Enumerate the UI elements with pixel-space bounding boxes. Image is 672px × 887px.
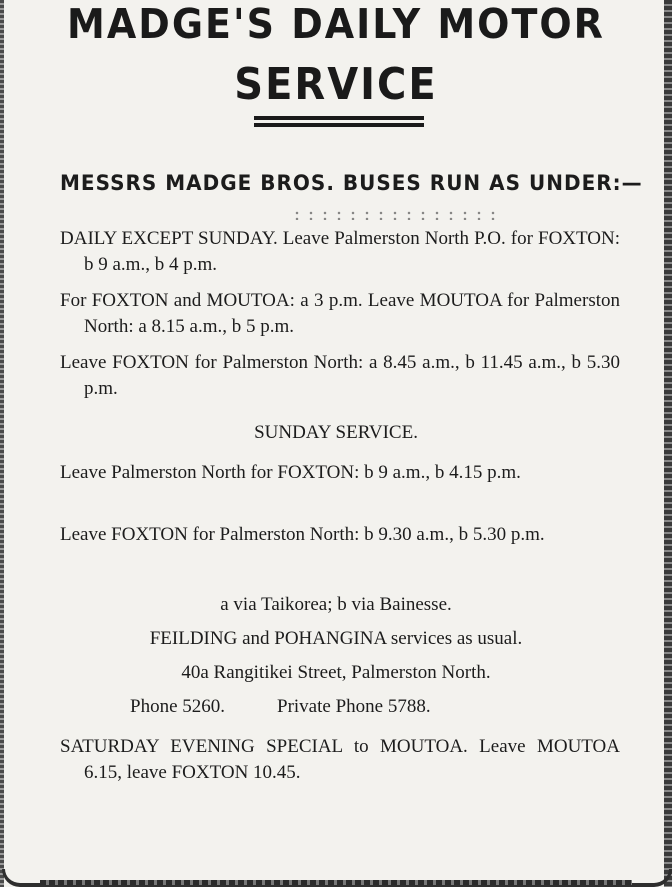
address: 40a Rangitikei Street, Palmerston North.	[181, 662, 491, 683]
title-double-rule	[254, 116, 424, 127]
ad-title-line1: MADGE'S DAILY MOTOR	[67, 0, 605, 48]
daily-line-1: DAILY EXCEPT SUNDAY. Leave Palmerston North P.O. for FOXTON: b 9 a.m., b 4 p.m.	[60, 228, 620, 275]
other-services: FEILDING and POHANGINA services as usual.	[149, 628, 523, 649]
subheading: MESSRS MADGE BROS. BUSES RUN AS UNDER:—	[60, 170, 643, 196]
sunday-line-1: Leave Palmerston North for FOXTON: b 9 a.m., b 4.15 p.m.	[60, 462, 521, 483]
sunday-line-2: Leave FOXTON for Palmerston North: b 9.30 a.m., b 5.30 p.m.	[60, 524, 545, 545]
ad-title-line2: SERVICE	[234, 60, 438, 110]
daily-line-3: Leave FOXTON for Palmerston North: a 8.45 a.m., b 11.45 a.m., b 5.30 p.m.	[60, 352, 620, 399]
saturday-special: SATURDAY EVENING SPECIAL to MOUTOA. Leave MOUTOA 6.15, leave FOXTON 10.45.	[60, 736, 620, 783]
phone-row	[130, 694, 431, 720]
daily-line-2: For FOXTON and MOUTOA: a 3 p.m. Leave MOUTOA for Palmerston North: a 8.15 a.m., b 5 p.m.	[60, 290, 620, 337]
route-key: a via Taikorea; b via Bainesse.	[220, 594, 452, 615]
sunday-heading: SUNDAY SERVICE.	[254, 422, 418, 443]
private-phone-number: Private Phone 5788.	[277, 696, 431, 717]
border-bottom-rule	[40, 880, 632, 885]
phone-number: Phone 5260.	[130, 696, 225, 717]
print-speckle	[290, 210, 500, 220]
